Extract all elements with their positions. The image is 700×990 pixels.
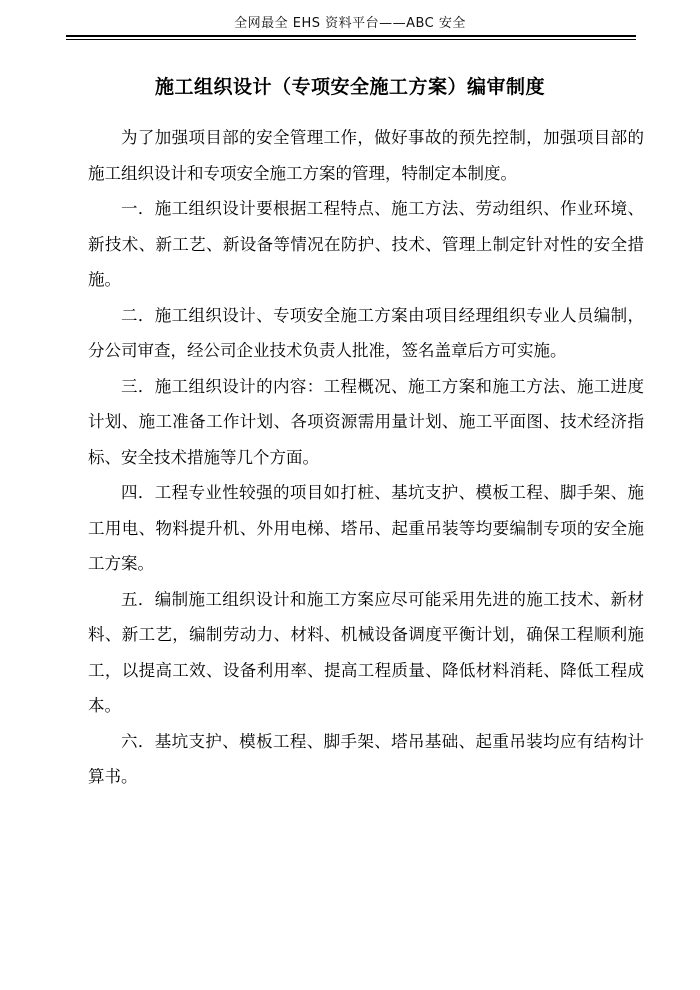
paragraph-item-6: 六．基坑支护、模板工程、脚手架、塔吊基础、起重吊装均应有结构计算书。 [88,731,644,786]
paragraph-intro: 为了加强项目部的安全管理工作，做好事故的预先控制，加强项目部的施工组织设计和专项安全施工方案的管理，特制定本制度。 [88,128,644,183]
header-rule-thin [66,39,636,40]
document-body [88,120,644,795]
paragraph-item-1: 一．施工组织设计要根据工程特点、施工方法、劳动组织、作业环境、新技术、新工艺、新设备等情况在防护、技术、管理上制定针对性的安全措施。 [88,199,644,289]
paragraph-item-4: 四．工程专业性较强的项目如打桩、基坑支护、模板工程、脚手架、施工用电、物料提升机、外用电梯、塔吊、起重吊装等均要编制专项的安全施工方案。 [88,483,644,573]
paragraph-item-5: 五．编制施工组织设计和施工方案应尽可能采用先进的施工技术、新材料、新工艺，编制劳动力、材料、机械设备调度平衡计划，确保工程顺利施工，以提高工效、设备利用率、提高工程质量、降低材料消耗、降低工程成本。 [88,589,644,715]
paragraph-item-2: 二．施工组织设计、专项安全施工方案由项目经理组织专业人员编制，分公司审查，经公司企业技术负责人批准，签名盖章后方可实施。 [88,305,644,360]
document-title: 施工组织设计（专项安全施工方案）编审制度 [154,76,545,98]
paragraph-item-3: 三．施工组织设计的内容：工程概况、施工方案和施工方法、施工进度计划、施工准备工作计划、各项资源需用量计划、施工平面图、技术经济指标、安全技术措施等几个方面。 [88,376,644,467]
page-header: 全网最全 EHS 资料平台——ABC 安全 [234,16,466,31]
header-rule-thick [66,35,636,37]
